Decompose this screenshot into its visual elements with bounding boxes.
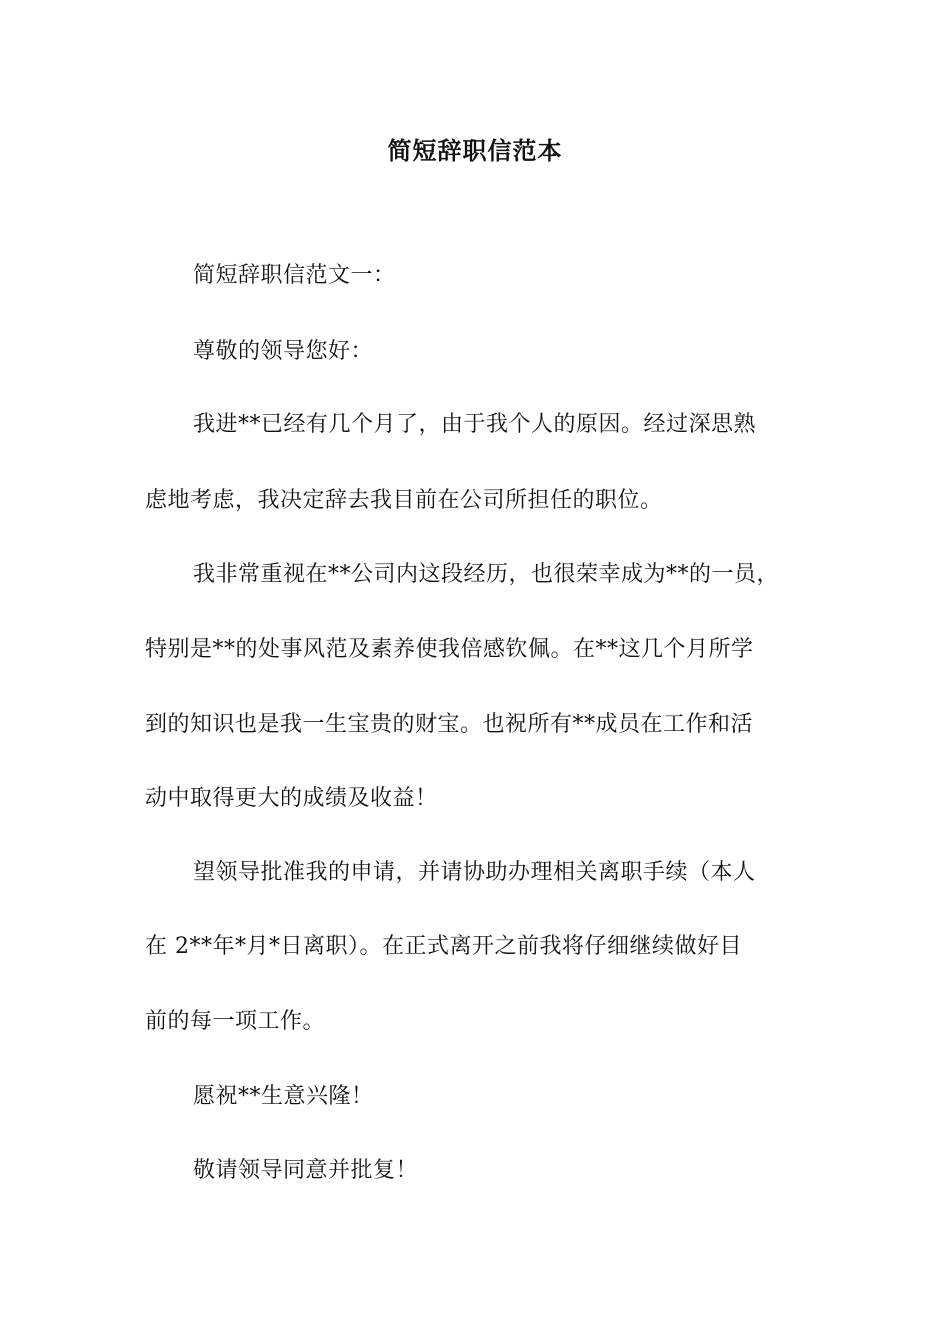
paragraph-2-line-2: 特别是**的处事风范及素养使我倍感钦佩。在**这几个月所学	[145, 637, 754, 662]
closing-request: 敬请领导同意并批复！	[193, 1158, 419, 1183]
closing-wish: 愿祝**生意兴隆！	[193, 1084, 374, 1109]
paragraph-3-line-2: 在 2**年*月*日离职）。在正式离开之前我将仔细继续做好目	[145, 934, 742, 959]
paragraph-2-line-4: 动中取得更大的成绩及收益！	[145, 786, 438, 811]
paragraph-2-line-1: 我非常重视在**公司内这段经历，也很荣幸成为**的一员，	[193, 562, 780, 587]
paragraph-1-line-2: 虑地考虑，我决定辞去我目前在公司所担任的职位。	[145, 488, 663, 513]
paragraph-3-line-3: 前的每一项工作。	[145, 1009, 326, 1034]
paragraph-1-line-1: 我进**已经有几个月了，由于我个人的原因。经过深思熟	[193, 412, 757, 437]
salutation: 尊敬的领导您好：	[193, 339, 374, 364]
section-heading: 简短辞职信范文一：	[193, 263, 396, 288]
document-title: 简短辞职信范本	[387, 136, 563, 165]
paragraph-3-line-1: 望领导批准我的申请，并请协助办理相关离职手续（本人	[193, 860, 756, 885]
paragraph-2-line-3: 到的知识也是我一生宝贵的财宝。也祝所有**成员在工作和活	[145, 712, 754, 737]
